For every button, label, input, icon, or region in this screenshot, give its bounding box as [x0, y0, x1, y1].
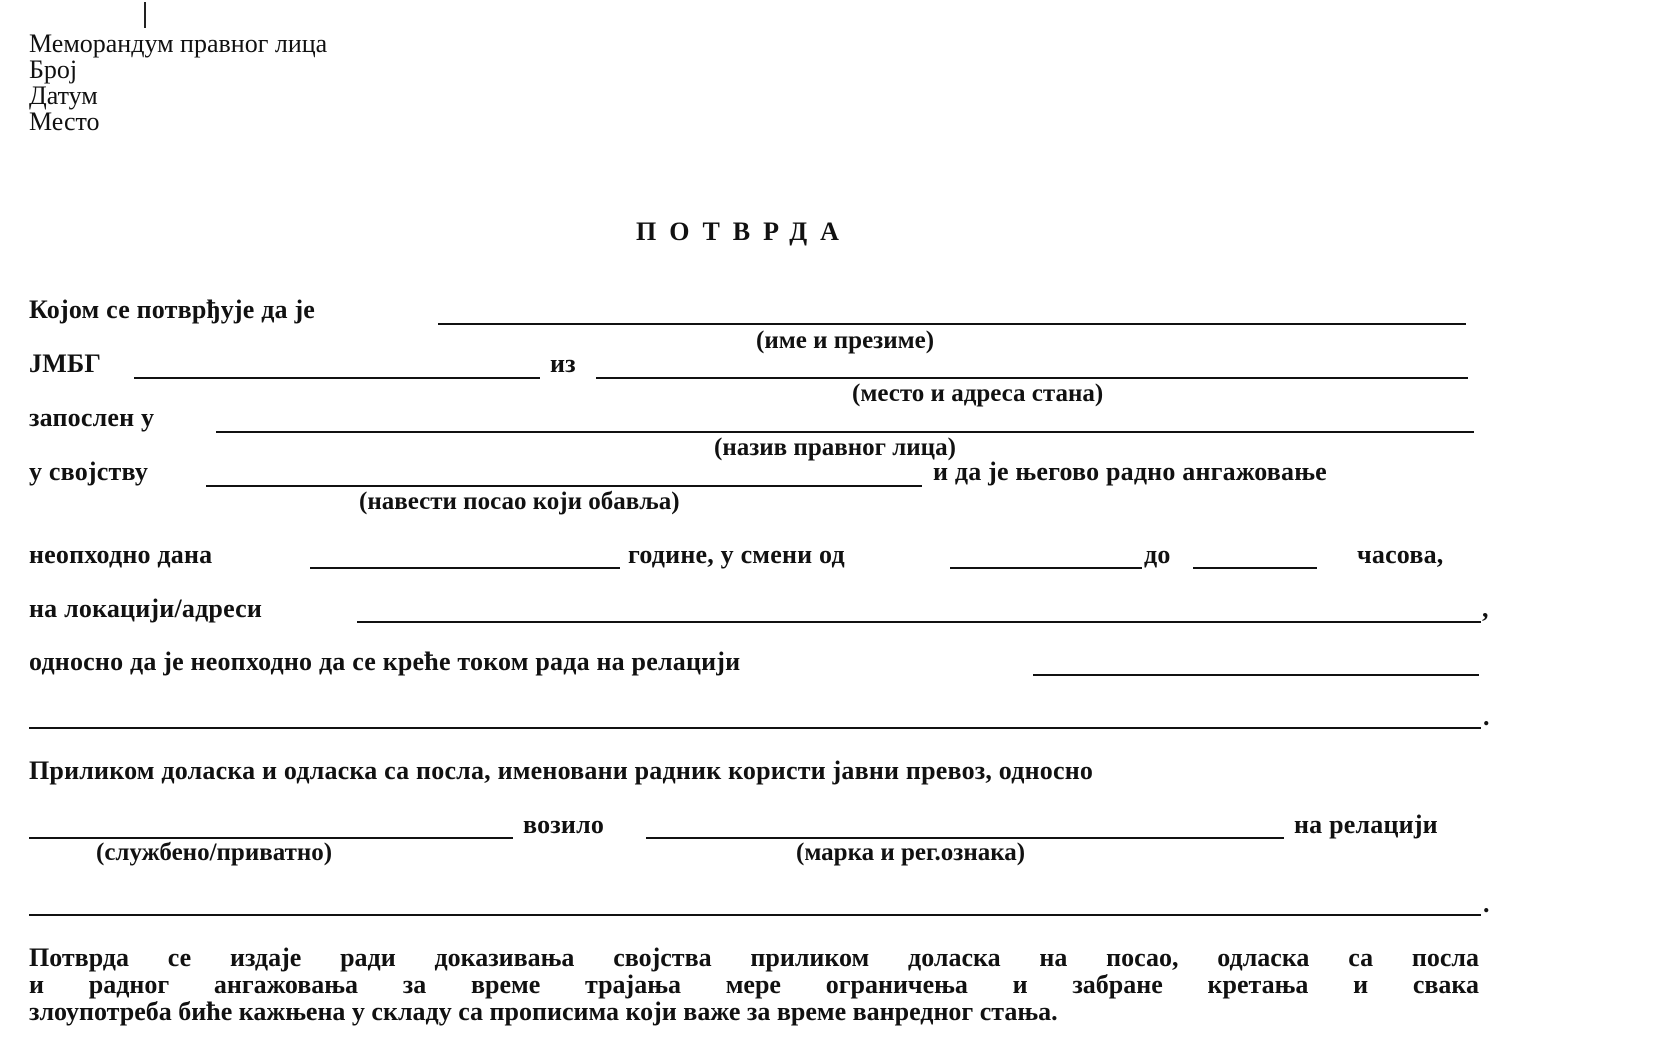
company-caption: (назив правног лица)	[714, 434, 956, 461]
capacity-label: у својству	[29, 457, 149, 486]
employed-label: запослен у	[29, 403, 155, 432]
location-label: на локацији/адреси	[29, 594, 263, 623]
closing-row-2: и радног ангажовања за време трајања мере ограничења и забране кретања и свака	[29, 970, 1479, 999]
text-cursor	[144, 2, 146, 28]
memorandum-label: Меморандум правног лица	[29, 29, 328, 58]
vehicle-relation-field-line[interactable]	[29, 914, 1481, 916]
year-shift-label: године, у смени од	[628, 540, 845, 569]
name-field-line[interactable]	[438, 323, 1466, 325]
closing-paragraph	[29, 944, 1479, 1025]
needed-day-label: неопходно дана	[29, 540, 213, 569]
company-field-line[interactable]	[216, 431, 1474, 433]
shift-to-field-line[interactable]	[1193, 567, 1317, 569]
location-comma: ,	[1482, 594, 1489, 623]
from-label: из	[550, 349, 576, 378]
on-relation-label: на релацији	[1294, 810, 1438, 839]
address-caption: (место и адреса стана)	[852, 380, 1104, 407]
vehicle-relation-period: .	[1483, 889, 1490, 918]
capacity-tail: и да је његово радно ангажовање	[933, 457, 1327, 486]
jmbg-field-line[interactable]	[134, 377, 540, 379]
location-field-line[interactable]	[357, 621, 1481, 623]
shift-from-field-line[interactable]	[950, 567, 1142, 569]
job-caption: (навести посао који обавља)	[359, 488, 680, 515]
name-caption: (име и презиме)	[756, 327, 935, 354]
relation-text: односно да је неопходно да се креће током рада на релацији	[29, 647, 741, 676]
relation-field-line-2[interactable]	[29, 727, 1481, 729]
date-field-line[interactable]	[310, 567, 620, 569]
transport-text: Приликом доласка и одласка са посла, именовани радник користи јавни превоз, односно	[29, 756, 1094, 785]
place-label: Место	[29, 107, 100, 136]
to-label: до	[1144, 540, 1171, 569]
confirm-text: Којом се потврђује да је	[29, 295, 316, 324]
document-title: ПОТВРДА	[636, 217, 852, 246]
address-field-line[interactable]	[596, 377, 1468, 379]
number-label: Број	[29, 55, 78, 84]
closing-row-3: злоупотреба биће кажњена у складу са прописима који важе за време ванредног стања.	[29, 997, 1058, 1026]
closing-row-1: Потврда се издаје ради доказивања својства приликом доласка на посао, одласка са посла	[29, 943, 1479, 972]
date-label: Датум	[29, 81, 98, 110]
vehicle-label: возило	[523, 810, 605, 839]
hours-label: часова,	[1357, 540, 1444, 569]
relation-period: .	[1483, 702, 1490, 731]
relation-field-line-1[interactable]	[1033, 674, 1479, 676]
jmbg-label: ЈМБГ	[29, 349, 102, 378]
capacity-field-line[interactable]	[206, 485, 922, 487]
make-caption: (марка и рег.ознака)	[796, 839, 1026, 866]
official-caption: (службено/приватно)	[96, 839, 333, 866]
